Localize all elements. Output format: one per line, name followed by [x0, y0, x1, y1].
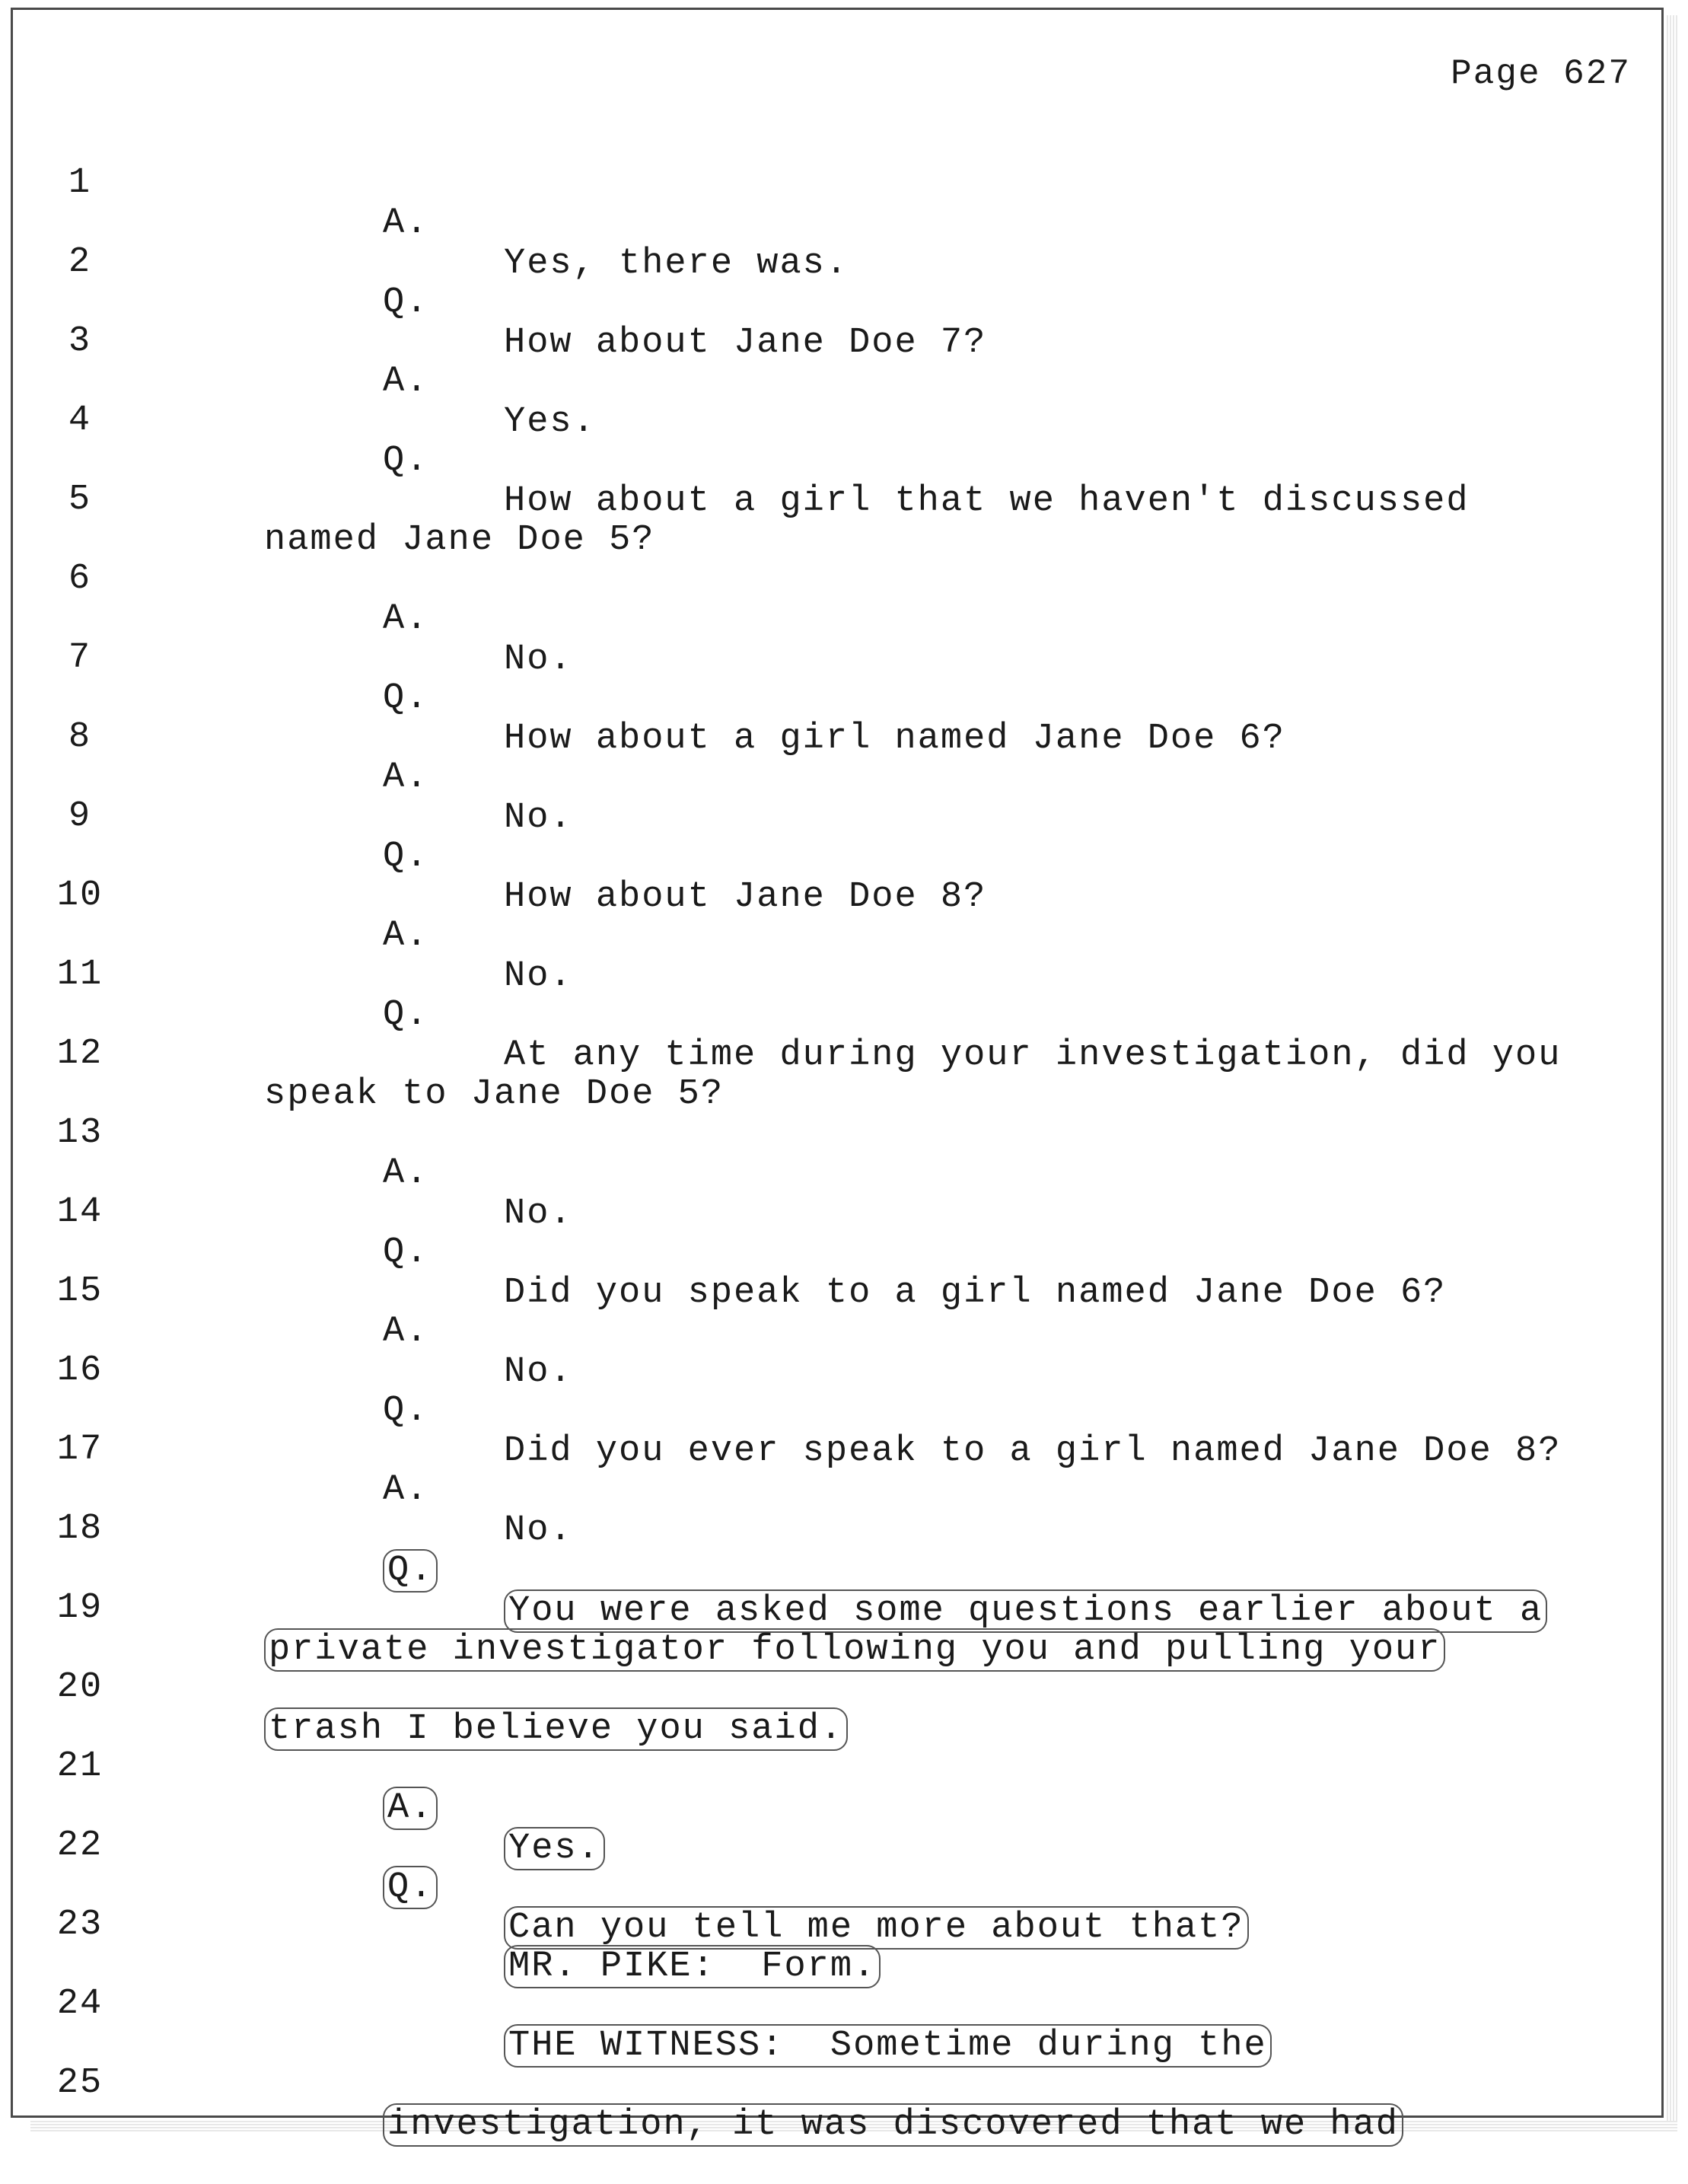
line-text: Did you ever speak to a girl named Jane Doe 8? — [504, 1431, 1562, 1471]
line-number: 18 — [56, 1509, 104, 1549]
line-number: 8 — [68, 717, 92, 757]
line-text: How about a girl named Jane Doe 6? — [504, 719, 1285, 759]
line-number: 5 — [68, 480, 92, 520]
line-number: 13 — [56, 1113, 104, 1153]
speaker-label: Q. — [383, 1866, 438, 1909]
line-number: 23 — [56, 1905, 104, 1945]
line-text: No. — [504, 798, 573, 838]
line-text: No. — [504, 1194, 573, 1234]
transcript-line — [13, 123, 1657, 284]
speaker-label: A. — [383, 599, 429, 639]
line-text: speak to Jane Doe 5? — [264, 1074, 725, 1114]
line-text: How about Jane Doe 7? — [504, 323, 987, 363]
transcript-line — [13, 1627, 1657, 1749]
speaker-label: A. — [383, 1470, 429, 1510]
line-number: 24 — [56, 1984, 104, 2024]
speaker-label: A. — [383, 1312, 429, 1352]
line-text: No. — [504, 1352, 573, 1392]
line-number: 9 — [68, 796, 92, 837]
line-number: 16 — [56, 1350, 104, 1391]
line-number: 4 — [68, 400, 92, 441]
line-text: investigation, it was discovered that we had — [383, 2103, 1403, 2147]
line-text: Can you tell me more about that? — [504, 1906, 1249, 1950]
line-text: private investigator following you and pulling your — [264, 1628, 1445, 1672]
line-text: named Jane Doe 5? — [264, 520, 655, 560]
line-number: 10 — [56, 875, 104, 916]
line-text: No. — [504, 639, 573, 680]
speaker-label: A. — [383, 203, 429, 244]
line-number: 22 — [56, 1825, 104, 1866]
speaker-label: Q. — [383, 1391, 429, 1431]
line-number: 6 — [68, 559, 92, 599]
line-text: At any time during your investigation, did you — [504, 1035, 1562, 1076]
page-number: Page 627 — [1451, 54, 1631, 94]
transcript-line — [13, 1943, 1657, 2066]
page-shadow-right — [1667, 15, 1677, 2121]
line-text: No. — [504, 956, 573, 996]
speaker-label: A. — [383, 362, 429, 402]
speaker-label: Q. — [383, 995, 429, 1035]
line-text: trash I believe you said. — [264, 1707, 848, 1751]
speaker-label: Q. — [383, 1549, 438, 1593]
line-number: 15 — [56, 1271, 104, 1312]
line-number: 17 — [56, 1430, 104, 1470]
line-text: How about Jane Doe 8? — [504, 877, 987, 917]
line-number: 12 — [56, 1034, 104, 1074]
speaker-label: Q. — [383, 678, 429, 719]
line-number: 1 — [68, 163, 92, 203]
line-number: 3 — [68, 321, 92, 362]
speaker-label: A. — [383, 916, 429, 956]
line-text: How about a girl that we haven't discussed — [504, 481, 1470, 521]
line-number: 20 — [56, 1667, 104, 1707]
line-text: THE WITNESS: Sometime during the — [504, 2024, 1272, 2068]
line-number: 14 — [56, 1192, 104, 1232]
line-number: 19 — [56, 1588, 104, 1628]
line-number: 7 — [68, 638, 92, 678]
line-text: You were asked some questions earlier about a — [504, 1589, 1547, 1633]
line-number: 25 — [56, 2063, 104, 2103]
line-text: No. — [504, 1510, 573, 1551]
line-text: MR. PIKE: Form. — [504, 1945, 881, 1988]
speaker-label: A. — [383, 757, 429, 798]
speaker-label: Q. — [383, 1232, 429, 1273]
speaker-label: Q. — [383, 441, 429, 481]
speaker-label: Q. — [383, 837, 429, 877]
speaker-label: Q. — [383, 282, 429, 323]
speaker-label: A. — [383, 1153, 429, 1194]
transcript-line — [13, 518, 1657, 680]
line-text: Yes, there was. — [504, 244, 849, 284]
speaker-label: A. — [383, 1787, 438, 1830]
transcript-line — [13, 2023, 1657, 2145]
transcript-page — [11, 8, 1664, 2145]
line-number: 21 — [56, 1746, 104, 1787]
line-text: Did you speak to a girl named Jane Doe 6? — [504, 1273, 1447, 1313]
line-text: Yes. — [504, 402, 596, 442]
line-text: Yes. — [504, 1827, 605, 1870]
line-number: 11 — [56, 955, 104, 995]
line-number: 2 — [68, 242, 92, 282]
